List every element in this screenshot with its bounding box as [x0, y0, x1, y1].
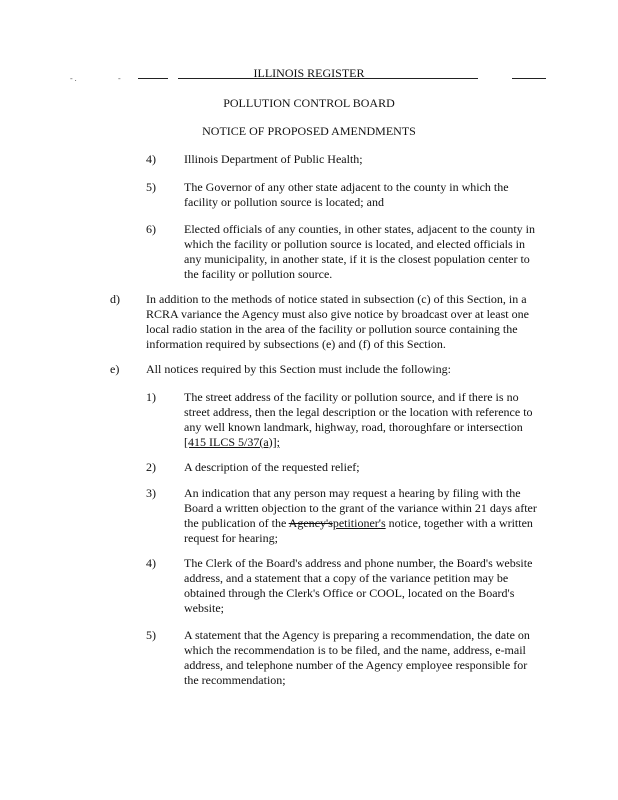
paragraph-line: the recommendation; [184, 673, 286, 687]
paragraph-line: any municipality, in another state, if it is the closest population center to [184, 252, 530, 266]
line-text: notice, together with a written [385, 516, 533, 530]
subsection-paragraph [146, 292, 541, 352]
scan-mark-left: - . [70, 74, 77, 83]
item-text: Illinois Department of Public Health; [184, 152, 363, 166]
paragraph-line: In addition to the methods of notice stated in subsection (c) of this Section, in a [146, 292, 527, 306]
subsection-text: All notices required by this Section must include the following: [146, 362, 451, 376]
item-number: 4) [146, 556, 156, 570]
item-paragraph [184, 486, 540, 546]
item-paragraph [184, 556, 540, 616]
paragraph-line: A statement that the Agency is preparing a recommendation, the date on [184, 628, 530, 642]
item-number: 2) [146, 460, 156, 474]
paragraph-line: request for hearing; [184, 531, 278, 545]
paragraph-line: street address, then the legal description or the location with reference to [184, 405, 533, 419]
paragraph-line: address, and telephone number of the Agency employee responsible for [184, 658, 528, 672]
paragraph-line: The street address of the facility or pollution source, and if there is no [184, 390, 519, 404]
paragraph-line: website; [184, 601, 224, 615]
paragraph-line: obtained through the Clerk's Office or COOL, located on the Board's [184, 586, 515, 600]
paragraph-line: address, and a statement that a copy of the variance petition may be [184, 571, 509, 585]
item-number: 1) [146, 390, 156, 404]
item-paragraph [184, 180, 540, 210]
paragraph-line: An indication that any person may request a hearing by filing with the [184, 486, 521, 500]
inserted-text: petitioner's [332, 516, 386, 530]
paragraph-line: information required by subsections (e) and (f) of this Section. [146, 337, 446, 351]
item-paragraph [184, 628, 540, 688]
notice-title: NOTICE OF PROPOSED AMENDMENTS [202, 124, 416, 138]
statutory-citation: [415 ILCS 5/37(a)]; [184, 435, 280, 449]
paragraph-line: Elected officials of any counties, in other states, adjacent to the county in [184, 222, 535, 236]
item-number: 6) [146, 222, 156, 236]
paragraph-line: which the recommendation is to be filed, and the name, address, e-mail [184, 643, 526, 657]
paragraph-line: facility or pollution source is located; and [184, 195, 384, 209]
scan-mark-left-2: - [118, 74, 121, 83]
paragraph-line: Board a written objection to the grant of the variance within 21 days after [184, 501, 537, 515]
paragraph-line: RCRA variance the Agency must also give notice by broadcast over at least one [146, 307, 529, 321]
paragraph-line [184, 516, 540, 531]
item-paragraph [184, 222, 540, 282]
item-number: 5) [146, 180, 156, 194]
item-number: 4) [146, 152, 156, 166]
item-paragraph [184, 390, 540, 450]
subsection-label: e) [110, 362, 120, 376]
paragraph-line: local radio station in the area of the facility or pollution source containing the [146, 322, 518, 336]
line-text: the publication of the [184, 516, 289, 530]
item-text: A description of the requested relief; [184, 460, 360, 474]
paragraph-line: the facility or pollution source. [184, 267, 333, 281]
paragraph-line: any well known landmark, highway, road, thoroughfare or intersection [184, 420, 523, 434]
paragraph-line: The Clerk of the Board's address and phone number, the Board's website [184, 556, 533, 570]
board-title: POLLUTION CONTROL BOARD [223, 96, 395, 110]
paragraph-line: The Governor of any other state adjacent to the county in which the [184, 180, 509, 194]
struck-text: Agency's [288, 516, 333, 530]
item-number: 3) [146, 486, 156, 500]
register-title: ILLINOIS REGISTER [253, 66, 365, 80]
item-number: 5) [146, 628, 156, 642]
paragraph-line: which the facility or pollution source is located, and elected officials in [184, 237, 526, 251]
subsection-label: d) [110, 292, 120, 306]
